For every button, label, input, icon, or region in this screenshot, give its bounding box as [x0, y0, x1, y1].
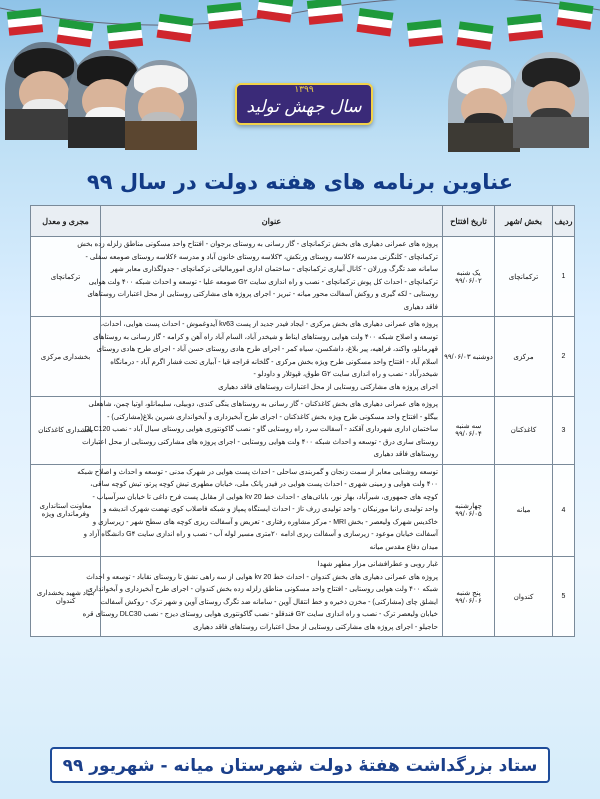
- logo-year: ۱۳۹۹: [294, 85, 314, 95]
- row-index: 2: [553, 317, 575, 397]
- row-index: 3: [553, 397, 575, 465]
- description-line: میدان دفاع مقدس میانه: [369, 543, 438, 551]
- header-date: تاریخ افتتاح: [443, 206, 495, 237]
- description-line: بیگلو - افتتاح واحد مسکونی طرح ویژه بخش کاغذکنان - اجرای طرح آبخیزداری و آبخوانداری شیرین بلاغ(مشارکتی) -: [107, 413, 438, 421]
- description-line: فاقد دهیاری: [403, 303, 438, 311]
- table-row: [31, 557, 575, 637]
- description-line: ترکمانچای - احداث کل پوش ترکمانچای - نصب و راه اندازی سایت G۲ صومعه علیا - توسعه و احداث شبکه ۴۰۰ ولت هوایی: [88, 278, 438, 286]
- row-city: کاغذکنان: [495, 397, 553, 465]
- row-city: ترکمانچای: [495, 237, 553, 317]
- description-line: آسفالت خیابان موعود - زیرسازی و آسفالت ریزی ادامه ۲۰متری مسیر لوله آب - نصب و راه اندازی سایت G۴ دانشگاه آزاد و: [83, 531, 438, 538]
- description-line: واحد تولیدی رانیا مورنیکان - واحد تولیدی زرف تاژ - احداث ایستگاه پمپاژ و شبکه فاضلاب کوی نهضت شهرک اندیشه و: [103, 506, 438, 513]
- header-executor: مجری و معدل: [31, 206, 101, 237]
- description-line: پروژه های عمرانی دهیاری های بخش کندوان - احداث خط 20 kv هوایی از سه راهی نشق تا روستای نقاباد - توسعه و احداث: [86, 573, 438, 581]
- row-date: دوشنبه ۹۹/۰۶/۰۳: [443, 317, 495, 397]
- row-executor: معاونت استانداری وفرمانداری ویژه: [31, 464, 101, 557]
- description-line: اسلام آباد - افتتاح واحد مسکونی طرح ویژه بخش مرکزی - گلخانه قراجه قیا - آبیاری تحت فشار اگرم آباد - درمانگاه: [110, 358, 438, 366]
- logo-slogan: سال جهش تولید: [246, 97, 362, 117]
- table-row: [31, 317, 575, 397]
- portrait-martyr-rajai: [448, 60, 520, 152]
- description-line: پروژه های عمرانی دهیاری های بخش ترکمانچای - گاز رسانی به روستای برجوان - افتتاح واحد مسکونی مناطق زلزله زده بخش: [77, 241, 438, 248]
- description-line: کوچه های جمهوری، شیرآباد، بهار نور، بابائی‌های - احداث خط 20 kv هوایی از مقابل پست فرح داغی تا خیابان سرآسیاب -: [92, 493, 438, 501]
- row-executor: ترکمانچای: [31, 237, 101, 317]
- table-row: [31, 237, 575, 317]
- description-line: قهرمانلو، واکند، فراهیه، پیر بلاغ، داشکسن، سیاه کمر - اجرای طرح هادی روستای حسن آباد - اجرای طرح هادی روستای: [96, 346, 438, 353]
- description-line: روستاهای فاقد دهیاری: [373, 451, 438, 458]
- portrait-martyr-bahonar: [513, 52, 589, 148]
- description-line: توسعه روشنایی معابر از سمت زنجان و گمربندی ساحلی - احداث پست هوایی در شهرک مدنی - توسعه و احداث و اصلاح شبکه: [77, 468, 438, 476]
- description-line: ایشلق چای (مشارکتی) - مخزن ذخیره و خط انتقال آوین - سامانه ضد تگرگ روستای آوین و شهر ترک - روکش آسفالت: [100, 598, 438, 606]
- description-line: غبار روبی و عطرافشانی مزار مطهر شهدا: [317, 561, 438, 568]
- page-title: عناوین برنامه های هفته دولت در سال ۹۹: [86, 170, 514, 194]
- description-line: روستای ساری درق - توسعه و احداث شبکه ۴۰۰ ولت هوایی روستایی - اجرای پروژه های مشارکتی روستایی از محل اعتبارات: [82, 438, 438, 446]
- row-city: کندوان: [495, 557, 553, 637]
- table-header-row: [31, 206, 575, 237]
- header-city: بخش /شهر: [495, 206, 553, 237]
- portrait-president: [125, 60, 197, 150]
- year-slogan-logo: [235, 83, 373, 125]
- row-executor: بنیاد شهید بخشداری کندوان: [31, 557, 101, 637]
- row-description: [82, 557, 443, 637]
- row-index: 4: [553, 464, 575, 557]
- description-line: روستایی - لکه گیری و روکش آسفالت محور میانه - تبریز - اجرای پروژه های مشارکتی روستایی از محل اعتبارات روستاهای: [87, 291, 438, 298]
- header-title: عنوان: [101, 206, 443, 237]
- row-city: مرکزی: [495, 317, 553, 397]
- description-line: توسعه و اصلاح شبکه ۴۰۰ ولت هوایی روستاهای ایناط و شیخدر آباد، السام آباد راه آهن و کرامه - گاز رسانی به روستاهای: [93, 333, 438, 341]
- description-line: پروژه های عمرانی دهیاری های بخش مرکزی - ایجاد فیدر جدید از پست kv63 آیدوغموش - احداث پست هوایی، احداث،: [100, 321, 438, 328]
- description-line: سامانه ضد تگرگ ورزلان - کانال آبیاری ترکمانچای - ساختمان اداری امورمالیاتی ترکمانچای - جدولگذاری معابر شهر: [110, 266, 438, 273]
- row-description: [77, 464, 443, 557]
- description-line: خیابان ولیعصر ترک - نصب و راه اندازی سایت G۲ فندقلو - نصب گاکونتوری هوایی روستای دیزج - نصب DLC30 روستای قره: [82, 611, 438, 618]
- footer-banner: ستاد بزرگداشت هفتهٔ دولت شهرستان میانه - شهریور ۹۹: [50, 747, 550, 783]
- row-index: 1: [553, 237, 575, 317]
- header-index: ردیف: [553, 206, 575, 237]
- description-line: حاجیلو - اجرای پروژه های مشارکتی روستایی از محل اعتبارات روستاهای فاقد دهیاری: [193, 623, 438, 631]
- description-line: شبکه ۴۰۰ ولت هوایی روستایی - افتتاح واحد مسکونی مناطق زلزله زده بخش کندوان - اجرای طرح آبخیزداری و آبخوانداری: [87, 586, 438, 593]
- row-date: یک شنبه ۹۹/۰۶/۰۲: [443, 237, 495, 317]
- description-line: شیخدرآباد - نصب و راه اندازی سایت G۲ طوق، قپوئلار و داودلو -: [253, 371, 438, 378]
- description-line: اجرای پروژه های مشارکتی روستایی از محل اعتبارات روستاهای فاقد دهیاری: [218, 383, 438, 391]
- description-line: ساختمان اداری شهرداری آقکند - آسفالت سرد راه روستایی گاو - نصب گاکونتوری هوایی روستای سیال آباد - نصب DLC120: [84, 426, 438, 433]
- row-date: چهارشنبه ۹۹/۰۶/۰۵: [443, 464, 495, 557]
- description-line: ۴۰۰ ولت هوایی و زمینی شهری - احداث پست هوایی در فیدر پانک ملی، خیابان مطهری تیش کوچه پرتو، تیش کوچه ساقی،: [90, 481, 438, 488]
- table-row: [31, 464, 575, 557]
- row-index: 5: [553, 557, 575, 637]
- row-executor: بخشداری کاغذکنان: [31, 397, 101, 465]
- row-description: [77, 237, 443, 317]
- row-executor: بخشداری مرکزی: [31, 317, 101, 397]
- table-row: [31, 397, 575, 465]
- program-table: [30, 205, 575, 637]
- row-description: [93, 317, 443, 397]
- description-line: خاکدیس شهرک ولیعصر - بخش MRI - مرکز مشاوره رفتاری - تعریض و آسفالت ریزی کوچه های سطح شهر - زیرسازی و: [92, 518, 438, 526]
- row-description: [82, 397, 443, 465]
- description-line: پروژه های عمرانی دهیاری های بخش کاغذکنان - گاز رسانی به روستاهای ینگی کندی، دوبیلی، سلیمانلو، اوتیا چمن، شاهعلی: [88, 401, 438, 408]
- description-line: ترکمانچای - کلنگزنی مدرسه ۶کلاسه روستای ورنکش، ۳کلاسه روستای خانون آباد و مدرسه ۶کلاسه روستای صومعه سفلی -: [85, 253, 438, 261]
- row-city: میانه: [495, 464, 553, 557]
- row-date: پنج شنبه ۹۹/۰۶/۰۶: [443, 557, 495, 637]
- row-date: سه شنبه ۹۹/۰۶/۰۴: [443, 397, 495, 465]
